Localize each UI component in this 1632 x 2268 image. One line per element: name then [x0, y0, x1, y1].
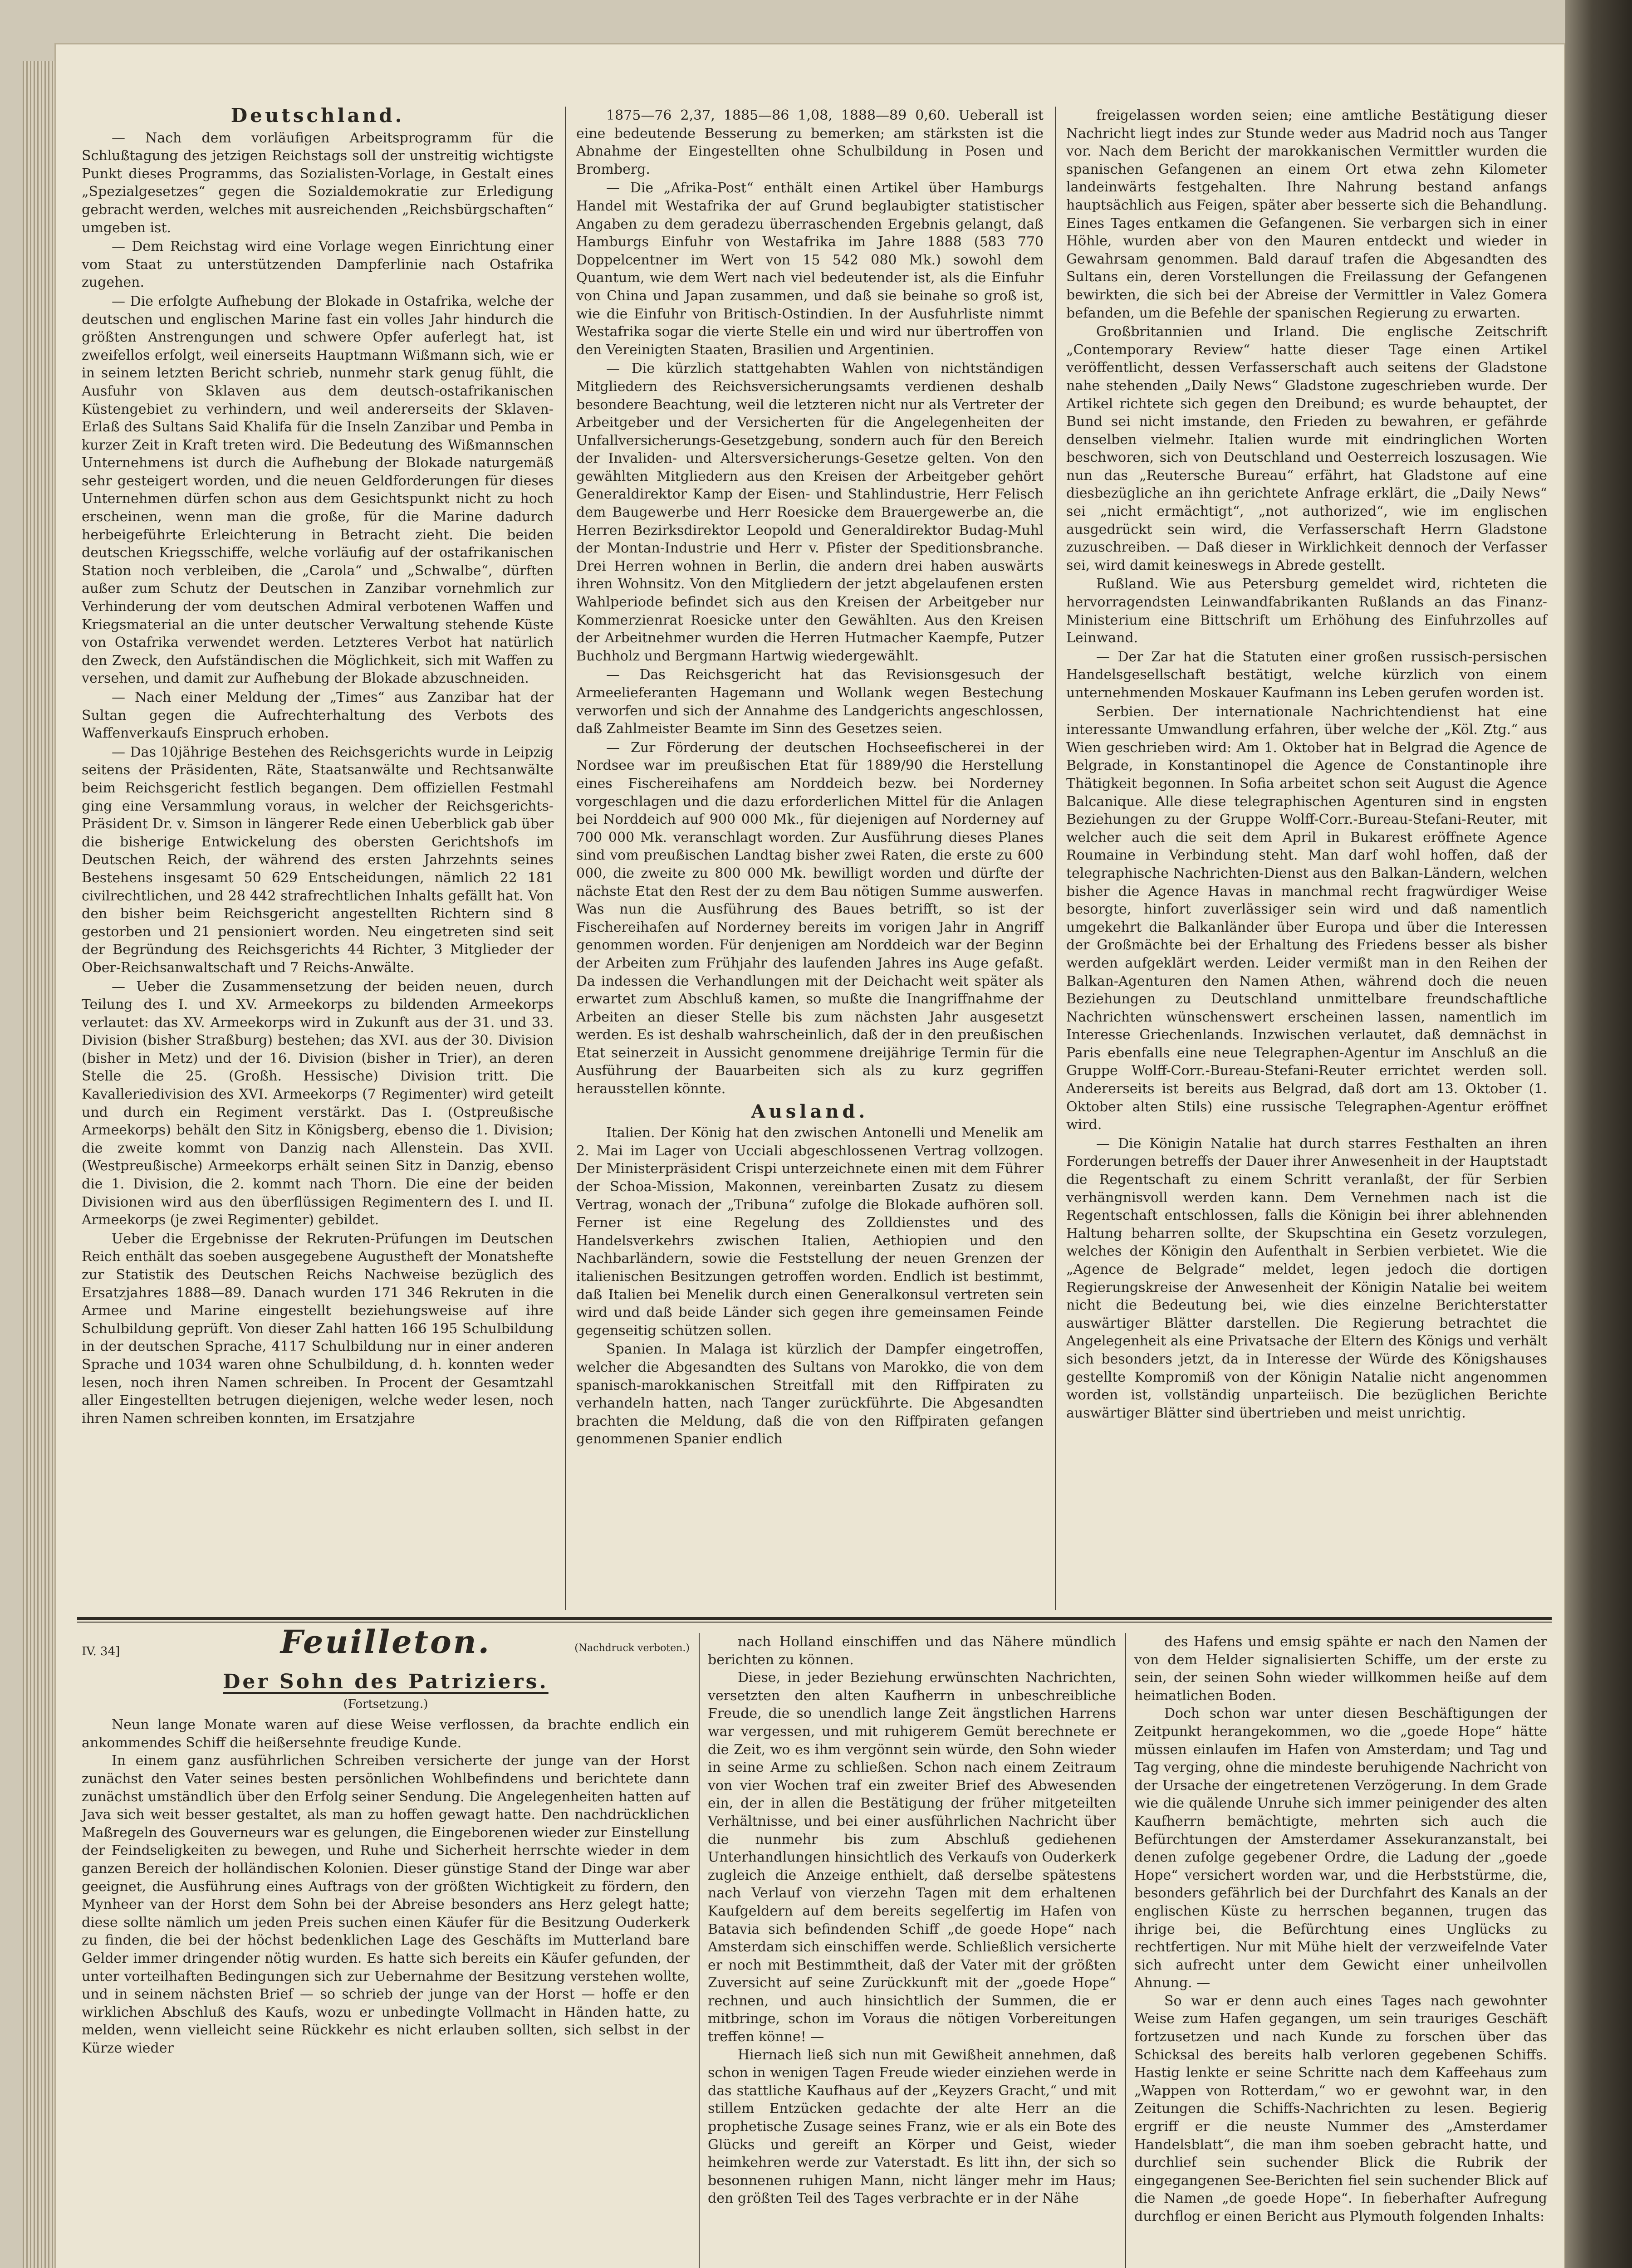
paragraph: nach Holland einschiffen und das Nähere mündlich berichten zu können.: [708, 1634, 1116, 1668]
paragraph: — Die „Afrika-Post“ enthält einen Artikel über Hamburgs Handel mit Westafrika der auf Grund beglaubigter statistischer Angaben zu dem geradezu überraschenden Ergebnis gelangt, daß Hamburgs Einfuhr von Westafrika im Jahre 1888 (583 770 Doppelcentner im Wert von 15 542 080 Mk.) sowohl dem Quantum, wie dem Wert nach viel bedeutender ist, als die Einfuhr von China und Japan zusammen, und daß sie beinahe so groß ist, wie die Einfuhr von Britisch-Ostindien. In der Ausfuhrliste nimmt Westafrika sogar die vierte Stelle ein und wird nur übertroffen von den Vereinigten Staaten, Brasilien und Argentinien.: [576, 180, 1044, 358]
feuilleton-section: [82, 1623, 1547, 2268]
column-1-paragraphs: [82, 129, 554, 1428]
paragraph: Neun lange Monate waren auf diese Weise verflossen, da brachte endlich ein ankommendes Schiff die heißersehnte freudige Kunde.: [82, 1717, 690, 1751]
section-heading-ausland: Ausland.: [751, 1100, 869, 1122]
column-divider: [699, 1633, 700, 2268]
feuilleton-column-3-paragraphs: [1134, 1633, 1547, 2226]
newspaper-page: [54, 43, 1565, 2268]
paragraph: Ueber die Ergebnisse der Rekruten-Prüfungen im Deutschen Reich enthält das soeben ausgegebene Augustheft der Monatshefte zur Statistik des Deutschen Reichs Nachweise bezüglich des Ersatzjahres 1888—89. Danach wurden 171 346 Rekruten in die Armee und Marine eingestellt beziehungsweise auf ihre Schulbildung geprüft. Von dieser Zahl hatten 166 195 Schulbildung in der deutschen Sprache, 4117 Schulbildung nur in einer anderen Sprache und 1034 waren ohne Schulbildung, d. h. konnten weder lesen, noch ihren Namen schreiben. In Procent der Gesamtzahl aller Eingestellten betrugen diejenigen, welche weder lesen, noch ihren Namen schreiben konnten, im Ersatzjahre: [82, 1231, 554, 1427]
column-divider: [565, 107, 566, 1610]
paragraph: 1875—76 2,37, 1885—86 1,08, 1888—89 0,60. Ueberall ist eine bedeutende Besserung zu bemerken; am stärksten ist die Abnahme der Eingestellten ohne Schulbildung in Posen und Bromberg.: [576, 108, 1044, 177]
feuilleton-separator-rule: [77, 1617, 1552, 1623]
paragraph: — Das Reichsgericht hat das Revisionsgesuch der Armeelieferanten Hagemann und Wollank wegen Bestechung verworfen und sich der Annahme des Landgerichts angeschlossen, daß Zahlmeister Beamte im Sinn des Gesetzes seien.: [576, 667, 1044, 737]
column-2-paragraphs-ausland: [576, 1124, 1044, 1448]
feuilleton-header: [82, 1623, 690, 1669]
continuation-note: (Fortsetzung.): [343, 1697, 428, 1711]
issue-signature: IV. 34]: [82, 1645, 120, 1658]
story-title: Der Sohn des Patriziers.: [223, 1670, 549, 1693]
paragraph: — Die kürzlich stattgehabten Wahlen von nichtständigen Mitgliedern des Reichsversicherungsamts verdienen deshalb besondere Beachtung, weil die letzteren nicht nur als Vertreter der Arbeitgeber und der Versicherten für die Angelegenheiten der Unfallversicherungs-Gesetzgebung, sondern auch für den Bereich der Invaliden- und Altersversicherungs-Gesetze gelten. Von den gewählten Mitgliedern aus den Kreisen der Arbeitgeber gehört Generaldirektor Kamp der Eisen- und Stahlindustrie, Herr Felisch dem Baugewerbe und Herr Roesicke dem Brauergewerbe an, die Herren Bezirksdirektor Leopold und Generaldirektor Budag-Muhl der Montan-Industrie und Herr v. Pfister der Speditionsbranche. Drei Herren wohnen in Berlin, die andern drei haben auswärts ihren Wohnsitz. Von den Mitgliedern der jetzt abgelaufenen ersten Wahlperiode befindet sich aus den Kreisen der Arbeitgeber nur Kommerzienrat Roesicke unter den Gewählten. Aus den Kreisen der Arbeitnehmer wurden die Herren Hutmacher Kaempfe, Putzer Buchholz und Bergmann Hartwig wiedergewählt.: [576, 361, 1044, 664]
paragraph: Hiernach ließ sich nun mit Gewißheit annehmen, daß schon in wenigen Tagen Freude wieder einziehen werde in das stattliche Kaufhaus auf der „Keyzers Gracht,“ und mit stillem Entzücken gedachte der alte Herr an die prophetische Zusage seines Franz, wie er als ein Bote des Glücks und gereift an Körper und Geist, wieder heimkehren werde zur Vaterstadt. Es litt ihn, der sich so besonnenen ruhigen Mann, nicht länger mehr im Haus; den größten Teil des Tages verbrachte er in der Nähe: [708, 2047, 1116, 2207]
paragraph: des Hafens und emsig spähte er nach den Namen der von dem Helder signalisierten Schiffe, um der erste zu sein, der seinen Sohn wieder willkommen heiße auf dem heimatlichen Boden.: [1134, 1634, 1547, 1704]
column-2-paragraphs-inland: [576, 107, 1044, 1098]
paragraph: — Das 10jährige Bestehen des Reichsgerichts wurde in Leipzig seitens der Präsidenten, Räte, Staatsanwälte und Rechtsanwälte beim Reichsgericht festlich begangen. Dem offiziellen Festmahl ging eine Versammlung voraus, in welcher der Reichsgerichts-Präsident Dr. v. Simson in längerer Rede einen Ueberblick gab über die bisherige Entwickelung des obersten Gerichtshofs im Deutschen Reich, der während des ersten Jahrzehnts seines Bestehens insgesamt 50 629 Entscheidungen, nämlich 22 181 civilrechtlichen, und 28 442 strafrechtlichen Inhalts gefällt hat. Von den bisher beim Reichsgericht angestellten Richtern sind 8 gestorben und 21 pensioniert worden. Neu eingetreten sind seit der Begründung des Reichsgerichts 44 Richter, 3 Mitglieder der Ober-Reichsanwaltschaft und 7 Reichs-Anwälte.: [82, 744, 554, 976]
paragraph: So war er denn auch eines Tages nach gewohnter Weise zum Hafen gegangen, um sein trauriges Geschäft fortzusetzen und nach Kunde zu forschen über das Schicksal des bereits halb verloren gegebenen Schiffs. Hastig lenkte er seine Schritte nach dem Kaffeehaus zum „Wappen von Rotterdam,“ wo er gewohnt war, in den Zeitungen die Schiffs-Nachrichten zu lesen. Begierig ergriff er die neuste Nummer des „Amsterdamer Handelsblatt“, die man ihm soeben gebracht hatte, und durchlief sein suchender Blick die Rubrik der eingegangenen See-Berichten fiel sein suchender Blick auf die Namen „de goede Hope“. In fieberhafter Aufregung durchflog er einen Bericht aus Plymouth folgenden Inhalts:: [1134, 1993, 1547, 2224]
paragraph: Doch schon war unter diesen Beschäftigungen der Zeitpunkt herangekommen, wo die „goede Hope“ hätte müssen einlaufen im Hafen von Amsterdam; und Tag und Tag verging, ohne die mindeste beruhigende Nachricht von der Ursache der eingetretenen Verzögerung. In dem Grade wie die quälende Unruhe sich immer peinigender des alten Kaufherrn bemächtigte, mehrten sich auch die Befürchtungen der Amsterdamer Assekuranzanstalt, bei denen zufolge gegebener Ordre, die Ladung der „goede Hope“ versichert worden war, und die Herbststürme, die, besonders gefährlich bei der Durchfahrt des Kanals an der englischen Küste zu herrschen begannen, trugen das ihrige bei, die Befürchtung eines Unglücks zu rechtfertigen. Nur mit Mühe hielt der verzweifelnde Vater sich aufrecht unter dem Gewicht einer unheilvollen Ahnung. —: [1134, 1706, 1547, 1991]
paragraph: Rußland. Wie aus Petersburg gemeldet wird, richteten die hervorragendsten Leinwandfabrikanten Rußlands an das Finanz-Ministerium eine Bittschrift um Erhöhung des Einfuhrzolles auf Leinwand.: [1066, 576, 1547, 646]
news-section: [82, 104, 1547, 1610]
news-column-2: [576, 107, 1044, 1448]
paragraph: Diese, in jeder Beziehung erwünschten Nachrichten, versetzten den alten Kaufherrn in unbeschreibliche Freude, die so unendlich lange Zeit ängstlichen Harrens war vergessen, und mit ruhigerem Gemüt berechnete er die Zeit, wo es ihm vergönnt sein würde, den Sohn wieder in seine Arme zu schließen. Schon nach einem Zeitraum von vier Wochen traf ein zweiter Brief des Abwesenden ein, der in allen die Bestätigung der früher mitgeteilten Verhältnisse, und bei einer ausführlichen Nachricht über die nunmehr bis zum Abschluß gediehenen Unterhandlungen hinsichtlich des Verkaufs von Ouderkerk zugleich die Anzeige enthielt, daß derselbe spätestens nach Verlauf von vierzehn Tagen mit dem erhaltenen Kaufgeldern auf dem bereits segelfertig im Hafen von Batavia sich befindenden Schiff „de goede Hope“ nach Amsterdam sich einschiffen werde. Schließlich versicherte er noch mit Bestimmtheit, daß der Vater mit der größten Zuversicht auf seine Zurückkunft mit der „goede Hope“ rechnen, und auch hinsichtlich der Summen, die er mitbringe, schon im Voraus die nötigen Vorbereitungen treffen könne! —: [708, 1670, 1116, 2045]
paragraph: — Dem Reichstag wird eine Vorlage wegen Einrichtung einer vom Staat zu unterstützenden Dampferlinie nach Ostafrika zugehen.: [82, 239, 554, 291]
column-divider: [1055, 107, 1056, 1610]
section-heading-deutschland: Deutschland.: [230, 104, 405, 127]
feuilleton-column-3: [1134, 1633, 1547, 2226]
paragraph: Serbien. Der internationale Nachrichtendienst hat eine interessante Umwandlung erfahren, über welche der „Köl. Ztg.“ aus Wien geschrieben wird: Am 1. Oktober hat in Belgrad die Agence de Belgrade, in Konstantinopel die Agence de Constantinople ihre Thätigkeit begonnen. In Sofia arbeitet schon seit August die Agence Balcanique. Alle diese telegraphischen Agenturen sind in engsten Beziehungen zu der Gruppe Wolff-Corr.-Bureau-Stefani-Reuter, mit welcher auch die seit dem April in Bukarest eröffnete Agence Roumaine in Verbindung steht. Man darf wohl hoffen, daß der telegraphische Nachrichten-Dienst aus den Balkan-Ländern, welchen bisher die Agence Havas in manchmal recht fragwürdiger Weise besorgte, hinfort zuverlässiger sein wird und daß namentlich umgekehrt die Balkanländer über Europa und über die Interessen der Großmächte bei der Erhaltung des Friedens besser als bisher werden aufgeklärt werden. Leider vermißt man in den Reihen der Balkan-Agenturen den Namen Athen, während doch die neuen Beziehungen zu Deutschland unmittelbare freundschaftliche Nachrichten wünschenswert erscheinen lassen, namentlich im Interesse Griechenlands. Inzwischen verlautet, daß demnächst in Paris ebenfalls eine neue Telegraphen-Agentur im Anschluß an die Gruppe Wolff-Corr.-Bureau-Stefani-Reuter errichtet werden soll. Andererseits ist bereits aus Belgrad, daß dort am 13. Oktober (1. Oktober alten Stils) eine russische Telegraphen-Agentur eröffnet wird.: [1066, 704, 1547, 1133]
feuilleton-column-1-paragraphs: [82, 1716, 690, 2057]
paragraph: Spanien. In Malaga ist kürzlich der Dampfer eingetroffen, welcher die Abgesandten des Sultans von Marokko, die von dem spanisch-marokkanischen Streitfall mit den Riffpiraten zu verhandeln hatten, nach Tanger zurückführte. Die Abgesandten brachten die Meldung, daß die von den Riffpiraten gefangen genommenen Spanier endlich: [576, 1341, 1044, 1447]
paragraph: — Der Zar hat die Statuten einer großen russisch-persischen Handelsgesellschaft bestätigt, welche kürzlich von einem unternehmenden Moskauer Kaufmann ins Leben gerufen worden ist.: [1066, 649, 1547, 701]
column-divider: [1125, 1633, 1126, 2268]
paragraph: — Nach einer Meldung der „Times“ aus Zanzibar hat der Sultan gegen die Aufrechterhaltung des Verbots des Waffenverkaufs Einspruch erhoben.: [82, 689, 554, 742]
reprint-note: (Nachdruck verboten.): [574, 1642, 690, 1654]
book-spine: [1565, 0, 1632, 2268]
paragraph: Großbritannien und Irland. Die englische Zeitschrift „Contemporary Review“ hatte dieser Tage einen Artikel veröffentlicht, dessen Verfasserschaft auch seitens der Gladstone nahe stehenden „Daily News“ Gladstone zugeschrieben wurde. Der Artikel richtete sich gegen den Dreibund; es wurde behauptet, der Bund sei nicht imstande, den Frieden zu bewahren, er gefährde denselben vielmehr. Italien wurde mit eindringlichen Worten beschworen, sich von Deutschland und Oesterreich loszusagen. Wie nun das „Reutersche Bureau“ erfährt, hat Gladstone auf eine diesbezügliche an ihn gerichtete Anfrage erklärt, die „Daily News“ sei „nicht ermächtigt“, „not authorized“, wie im englischen ausgedrückt sein wird, die Verfasserschaft Herrn Gladstone zuzuschreiben. — Daß dieser in Wirklichkeit dennoch der Verfasser sei, wird damit keineswegs in Abrede gestellt.: [1066, 324, 1547, 573]
paragraph: — Nach dem vorläufigen Arbeitsprogramm für die Schlußtagung des jetzigen Reichstags soll der unstreitig wichtigste Punkt dieses Programms, das Sozialisten-Vorlage, in Gestalt eines „Spezialgesetzes“ gegen die Sozialdemokratie zur Erledigung gebracht werden, welches mit ausreichenden „Reichsbürgschaften“ umgeben ist.: [82, 130, 554, 236]
feuilleton-column-1: [82, 1623, 690, 2057]
paragraph: — Die erfolgte Aufhebung der Blokade in Ostafrika, welche der deutschen und englischen Marine fast ein volles Jahr hindurch die größten Anstrengungen und schwere Opfer auferlegt hat, ist zweifellos erfolgt, weil einerseits Hauptmann Wißmann sich, wie er in seinem letzten Bericht schrieb, nunmehr stark genug fühlt, die Ausfuhr von Sklaven aus dem deutsch-ostafrikanischen Küstengebiet zu verhindern, und weil andererseits der Sklaven-Erlaß des Sultans Said Khalifa für die Inseln Zanzibar und Pemba in kurzer Zeit in Kraft treten wird. Die Bedeutung des Wißmannschen Unternehmens ist durch die Aufhebung der Blokade naturgemäß sehr gesteigert worden, und die neuen Geldforderungen für dieses Unternehmen dürfen schon aus dem Gesichtspunkt nicht zu hoch erscheinen, wenn man die große, für die Marine dadurch herbeigeführte Erleichterung in Betracht zieht. Die beiden deutschen Kriegsschiffe, welche vorläufig auf der ostafrikanischen Station noch verbleiben, die „Carola“ und „Schwalbe“, dürften außer zum Schutz der Deutschen in Zanzibar vornehmlich zur Verhinderung der vom deutschen Admiral verbotenen Waffen und Kriegsmaterial an die unter deutscher Verwaltung stehende Küste von Ostafrika verwendet werden. Letzteres Verbot hat natürlich den Zweck, den Aufständischen die Möglichkeit, sich mit Waffen zu versehen, und damit zur Aufhebung der Blokade abzuschneiden.: [82, 293, 554, 687]
feuilleton-column-2-paragraphs: [708, 1633, 1116, 2208]
news-column-3: [1066, 107, 1547, 1422]
paragraph: — Ueber die Zusammensetzung der beiden neuen, durch Teilung des I. und XV. Armeekorps zu bildenden Armeekorps verlautet: das XV. Armeekorps wird in Zukunft aus der 31. und 33. Division (bisher Straßburg) bestehen; das XVI. aus der 30. Division (bisher in Metz) und der 16. Division (bisher in Trier), an deren Stelle die 25. (Großh. Hessische) Division tritt. Die Kavalleriedivision des XVI. Armeekorps (7 Regimenter) wird geteilt und durch ein Regiment verstärkt. Das I. (Ostpreußische Armeekorps) behält den Sitz in Königsberg, ebenso die 1. Division; die zweite kommt von Danzig nach Allenstein. Das XVII. (Westpreußische) Armeekorps erhält seinen Sitz in Danzig, ebenso die 1. Division, die 2. kommt nach Thorn. Die eine der beiden Divisionen wird aus den überflüssigen Regimentern des I. und II. Armeekorps (je zwei Regimenter) gebildet.: [82, 978, 554, 1228]
paragraph: freigelassen worden seien; eine amtliche Bestätigung dieser Nachricht liegt indes zur Stunde weder aus Madrid noch aus Tanger vor. Nach dem Bericht der marokkanischen Vermittler wurden die spanischen Gefangenen an einem Ort etwa zehn Kilometer landeinwärts festgehalten. Ihre Nahrung bestand anfangs hauptsächlich aus Feigen, später aber besserte sich die Behandlung. Eines Tages entkamen die Gefangenen. Sie verbargen sich in einer Höhle, wurden aber von den Mauren entdeckt und wieder in Gewahrsam genommen. Bald darauf trafen die Abgesandten des Sultans ein, deren Vorstellungen die Freilassung der Gefangenen bewirkten, die sich bei der Abreise der Vermittler in Valez Gomera befanden, um die Befehle der spanischen Regierung zu erwarten.: [1066, 108, 1547, 321]
feuilleton-column-2: [708, 1633, 1116, 2208]
paragraph: — Die Königin Natalie hat durch starres Festhalten an ihren Forderungen betreffs der Dauer ihrer Anwesenheit in der Hauptstadt die Regentschaft zu einem Schritt veranlaßt, der für Serbien verhängnisvoll werden kann. Dem Vernehmen nach ist die Regentschaft entschlossen, falls die Königin bei ihrer ablehnenden Haltung beharren sollte, der Skupschtina ein Gesetz vorzulegen, welches der Königin den Aufenthalt in Serbien verbietet. Wie die „Agence de Belgrade“ meldet, legen jedoch die dortigen Regierungskreise der Anwesenheit der Königin Natalie bei weitem nicht die Bedeutung bei, wie dies einzelne Berichterstatter auswärtiger Blätter darstellen. Die Regierung betrachtet die Angelegenheit als eine Privatsache der Eltern des Königs und verhält sich besonders jetzt, da in Interesse der Würde des Königshauses gestellte Kompromiß von der Königin Natalie nicht angenommen worden ist, vollständig unparteiisch. Die bezüglichen Berichte auswärtiger Blätter sind übertrieben und meist unrichtig.: [1066, 1135, 1547, 1421]
paragraph: In einem ganz ausführlichen Schreiben versicherte der junge van der Horst zunächst den Vater seines besten persönlichen Wohlbefindens und berichtete dann zunächst umständlich über den Erfolg seiner Sendung. Die Angelegenheiten hatten auf Java sich weit besser gestaltet, als man zu hoffen gewagt hatte. Den nachdrücklichen Maßregeln des Gouverneurs war es gelungen, die Eingeborenen wieder zur Einstellung der Feindseligkeiten zu bewegen, und Ruhe und Sicherheit herrschte wieder in dem ganzen Bereich der holländischen Kolonien. Dieser günstige Stand der Dinge war aber geeignet, die Ausführung eines Auftrags von der größten Wichtigkeit zu fördern, den Mynheer van der Horst dem Sohn bei der Abreise besonders ans Herz gelegt hatte; diese sollte nämlich um jeden Preis suchen einen Käufer für die Besitzung Ouderkerk zu finden, die bei der höchst bedenklichen Lage des Geschäfts im Mutterland bare Gelder immer dringender nötig wurden. Es hatte sich bereits ein Käufer gefunden, der unter vorteilhaften Bedingungen sich zur Uebernahme der Besitzung verstehen wollte, und in seinem nächsten Brief — so schrieb der junge van der Horst — hoffe er den wirklichen Abschluß des Kaufs, wozu er unbedingte Vollmacht in Händen hatte, zu melden, wenn vielleicht seine Rückkehr es nicht erlauben sollten, sich selbst in der Kürze wieder: [82, 1753, 690, 2056]
paragraph: — Zur Förderung der deutschen Hochseefischerei in der Nordsee war im preußischen Etat für 1889/90 die Herstellung eines Fischereihafens am Norddeich bezw. bei Norderney vorgeschlagen und die dazu erforderlichen Mittel für die Anlagen bei Norddeich auf 900 000 Mk., für diejenigen auf Norderney auf 700 000 Mk. veranschlagt worden. Zur Ausführung dieses Planes sind vom preußischen Landtag bisher zwei Raten, die erste zu 600 000, die zweite zu 800 000 Mk. bewilligt worden und dürfte der nächste Etat den Rest der zu dem Bau nötigen Summe auswerfen. Was nun die Ausführung des Baues betrifft, so ist der Fischereihafen auf Norderney bereits im vorigen Jahr in Angriff genommen worden. Für denjenigen am Norddeich war der Beginn der Arbeiten zum Frühjahr des laufenden Jahres ins Auge gefaßt. Da indessen die Verhandlungen mit der Deichacht weit später als erwartet zum Abschluß kamen, so mußte die Inangriffnahme der Arbeiten an dieser Stelle bis zum nächsten Jahr ausgesetzt werden. Es ist deshalb wahrscheinlich, daß der in den preußischen Etat seinerzeit in Aussicht genommene dreijährige Termin für die Ausführung der Bauarbeiten sich als zu kurz gegriffen herausstellen könnte.: [576, 739, 1044, 1097]
feuilleton-title: Feuilleton.: [280, 1623, 491, 1661]
column-3-paragraphs: [1066, 107, 1547, 1422]
news-column-1: [82, 104, 554, 1427]
paragraph: Italien. Der König hat den zwischen Antonelli und Menelik am 2. Mai im Lager von Ucciali abgeschlossenen Vertrag vollzogen. Der Ministerpräsident Crispi unterzeichnete einen mit dem Führer der Schoa-Mission, Makonnen, vereinbarten Zusatz zu diesem Vertrag, wonach der „Tribuna“ zufolge die Blokade aufhören soll. Ferner ist eine Regelung des Zolldienstes und des Handelsverkehrs zwischen Italien, Aethiopien und den Nachbarländern, sowie die Feststellung der neuen Grenzen der italienischen Besitzungen getroffen worden. Endlich ist bestimmt, daß Italien bei Menelik durch einen Generalkonsul vertreten sein wird und daß beide Länder sich gegen ihre gemeinsamen Feinde gegenseitig schützen sollen.: [576, 1125, 1044, 1339]
